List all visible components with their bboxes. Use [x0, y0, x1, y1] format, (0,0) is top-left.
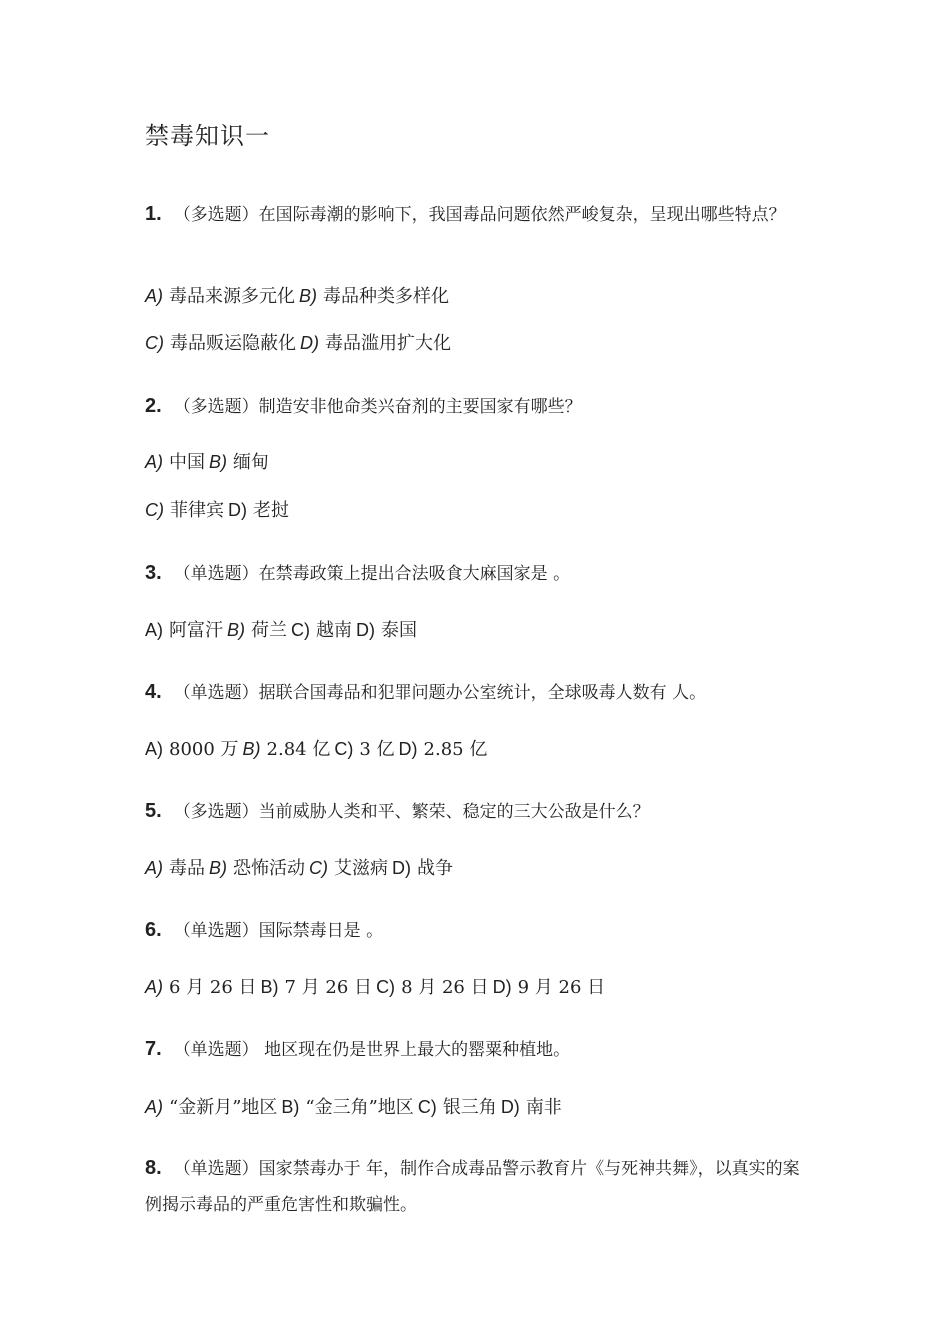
- question-stem: （单选题）国家禁毒办于 年，制作合成毒品警示教育片《与死神共舞》，以真实的案例揭示毒品的严重危害性和欺骗性。: [145, 1159, 800, 1215]
- question-stem: （单选题） 地区现在仍是世界上最大的罂粟种植地。: [173, 1040, 571, 1060]
- option-text: 南非: [525, 1097, 562, 1118]
- option-label: D): [500, 1097, 520, 1117]
- option-text: 菲律宾: [170, 500, 224, 521]
- option-label: C): [376, 977, 396, 997]
- question-number: 3.: [145, 562, 162, 584]
- question-number: 8.: [145, 1157, 162, 1179]
- question-2: [145, 388, 815, 425]
- option-label: D): [392, 858, 411, 878]
- option-text: “金新月”地区: [169, 1097, 278, 1118]
- option-text: 缅甸: [233, 452, 269, 473]
- option-text: 6 月 26 日: [169, 977, 257, 998]
- option-label: A): [145, 1097, 163, 1117]
- option-text: 中国: [169, 452, 205, 473]
- option-label: A): [145, 739, 163, 759]
- question-stem: （单选题）在禁毒政策上提出合法吸食大麻国家是 。: [173, 564, 571, 584]
- question-1: [145, 196, 815, 233]
- option-label: A): [145, 858, 163, 878]
- option-label: A): [145, 620, 163, 640]
- option-text: 恐怖活动: [233, 858, 305, 879]
- option-label: D): [398, 739, 418, 759]
- question-stem: （多选题）在国际毒潮的影响下，我国毒品问题依然严峻复杂，呈现出哪些特点？: [173, 205, 786, 225]
- question-6: [145, 912, 815, 949]
- option-text: 泰国: [381, 620, 417, 641]
- option-label: B): [281, 1097, 300, 1117]
- option-text: 毒品来源多元化: [169, 286, 295, 307]
- option-label: B): [260, 977, 279, 997]
- option-text: 老挝: [253, 500, 289, 521]
- question-stem: （多选题）当前威胁人类和平、繁荣、稳定的三大公敌是什么？: [173, 802, 650, 822]
- question-4: [145, 674, 815, 711]
- question-stem: （单选题）据联合国毒品和犯罪问题办公室统计，全球吸毒人数有 人。: [173, 683, 707, 703]
- option-label: B): [242, 739, 261, 759]
- option-label: B): [209, 452, 227, 472]
- question-3: [145, 555, 815, 592]
- option-label: D): [356, 620, 375, 640]
- question-5: [145, 793, 815, 830]
- option-label: D): [300, 333, 319, 353]
- option-text: 7 月 26 日: [284, 977, 373, 998]
- option-label: C): [291, 620, 310, 640]
- option-line: [145, 973, 609, 999]
- question-number: 1.: [145, 203, 162, 225]
- option-label: A): [145, 452, 163, 472]
- option-label: C): [145, 333, 164, 353]
- option-label: D): [492, 977, 512, 997]
- option-text: 艾滋病: [334, 858, 388, 879]
- option-label: C): [334, 739, 354, 759]
- option-text: 阿富汗: [169, 620, 223, 641]
- option-label: B): [299, 286, 317, 306]
- option-text: 3 亿: [359, 739, 395, 760]
- option-label: C): [309, 858, 328, 878]
- option-line: [145, 282, 453, 308]
- option-text: “金三角”地区: [305, 1097, 414, 1118]
- question-number: 7.: [145, 1038, 162, 1060]
- option-label: A): [145, 286, 163, 306]
- question-7: [145, 1031, 815, 1068]
- option-text: 银三角: [442, 1097, 497, 1118]
- option-text: 战争: [417, 858, 453, 879]
- option-text: 毒品种类多样化: [323, 286, 449, 307]
- option-line: [145, 854, 457, 880]
- question-8: [145, 1150, 815, 1223]
- option-text: 8000 万: [169, 739, 239, 760]
- option-text: 荷兰: [251, 620, 287, 641]
- option-line: [145, 448, 273, 474]
- option-label: C): [145, 500, 164, 520]
- option-text: 2.84 亿: [266, 739, 331, 760]
- question-stem: （单选题）国际禁毒日是 。: [173, 921, 384, 941]
- option-line: [145, 616, 421, 642]
- option-label: B): [227, 620, 245, 640]
- question-stem: （多选题）制造安非他命类兴奋剂的主要国家有哪些？: [173, 397, 582, 417]
- option-text: 毒品贩运隐蔽化: [170, 333, 296, 354]
- option-text: 8 月 26 日: [401, 977, 489, 998]
- question-number: 6.: [145, 919, 162, 941]
- page-title: 禁毒知识一: [145, 122, 270, 150]
- question-number: 5.: [145, 800, 162, 822]
- option-text: 9 月 26 日: [517, 977, 606, 998]
- option-line: [145, 1093, 566, 1119]
- option-line: [145, 735, 491, 761]
- option-text: 毒品: [169, 858, 205, 879]
- question-number: 4.: [145, 681, 162, 703]
- option-text: 2.85 亿: [423, 739, 488, 760]
- option-label: A): [145, 977, 163, 997]
- option-line: [145, 329, 455, 355]
- option-text: 越南: [316, 620, 352, 641]
- question-number: 2.: [145, 395, 162, 417]
- option-line: [145, 496, 293, 522]
- option-label: C): [417, 1097, 437, 1117]
- option-text: 毒品滥用扩大化: [325, 333, 451, 354]
- option-label: D): [228, 500, 247, 520]
- option-label: B): [209, 858, 227, 878]
